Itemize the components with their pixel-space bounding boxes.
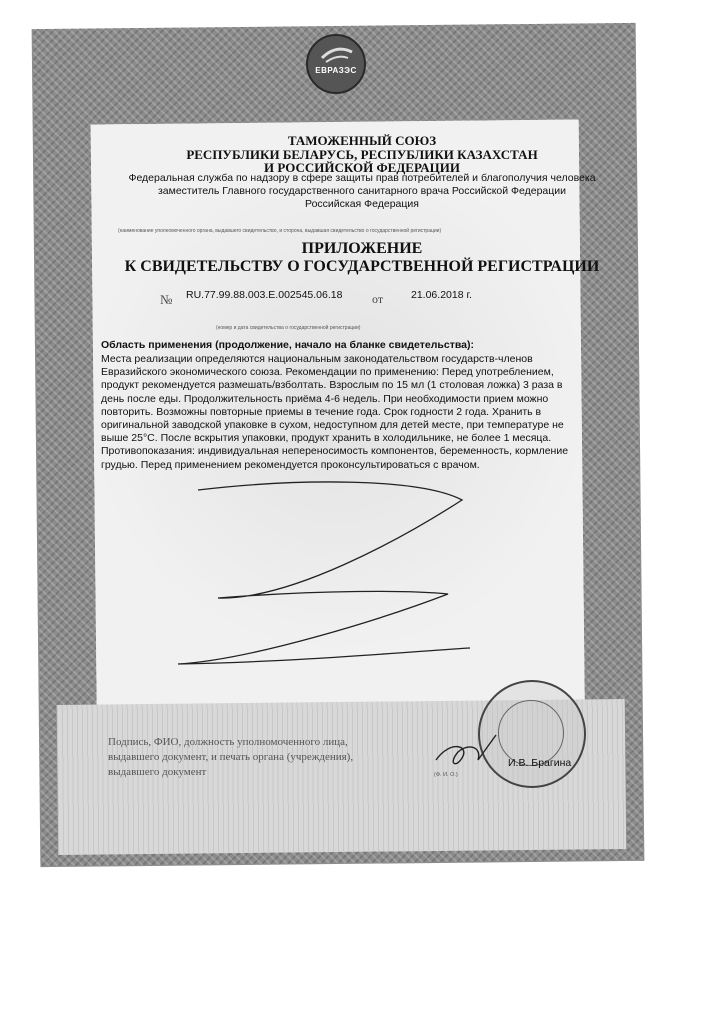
official-stamp [478, 680, 586, 788]
fio-caption: (Ф. И. О.) [434, 772, 458, 778]
signer-name: И.В. Брагина [508, 757, 572, 769]
header-line-1: ТАМОЖЕННЫЙ СОЮЗ [287, 133, 437, 148]
scope-body: Места реализации определяются национальным законодательством государств-членов Евразийского экономического союза. Рекомендации по применению: Перед употреблением, продукт рекомендуется размешать/взболтать. Взрослым по 15 мл (1 столовая ложка) 3 раза в день после еды. Продолжительность приёма 4-6 недель. При необходимости прием можно повторить. Возможны повторные приемы в течение года. Срок годности 2 года. Хранить в оригинальной заводской упаковке в сухом, недоступном для детей месте, при температуре не выше 25°С. После вскрытия упаковки, продукт хранить в холодильнике, не более 1 месяца. Противопоказания: индивидуальная непереносимость компонентов, беременность, кормление грудью. Перед применением рекомендуется проконсультироваться с врачом. [101, 353, 569, 471]
header-line-2: РЕСПУБЛИКИ БЕЛАРУСЬ, РЕСПУБЛИКИ КАЗАХСТАН [186, 147, 538, 162]
globe-icon [308, 36, 364, 92]
number-label: № [160, 292, 173, 307]
registration-date: 21.06.2018 г. [411, 289, 472, 301]
authority-line-3: Российская Федерация [305, 198, 419, 210]
header-line-3: И РОССИЙСКОЙ ФЕДЕРАЦИИ [264, 160, 460, 175]
date-label: от [372, 292, 384, 306]
logo-text: ЕВРАЗЭС [315, 66, 357, 75]
title-line-2: К СВИДЕТЕЛЬСТВУ О ГОСУДАРСТВЕННОЙ РЕГИСТРАЦИИ [124, 258, 600, 275]
scope-title: Область применения (продолжение, начало на бланке свидетельства): [101, 339, 474, 351]
euraec-logo [306, 34, 366, 94]
signature-caption: Подпись, ФИО, должность уполномоченного лица, выдавшего документ, и печать органа (учреждения), выдавшего документ [108, 736, 354, 778]
authority-line-1: Федеральная служба по надзору в сфере защиты прав потребителей и благополучия человека [128, 172, 596, 184]
registration-number: RU.77.99.88.003.Е.002545.06.18 [186, 289, 343, 301]
title-line-1: ПРИЛОЖЕНИЕ [301, 240, 423, 257]
caption-authority: (наименование уполномоченного органа, выдавшего свидетельство, и сторона, выдавшая свидетельство о государственной регистрации) [118, 228, 442, 234]
authority-line-2: заместитель Главного государственного санитарного врача Российской Федерации [157, 185, 567, 197]
caption-registration: (номер и дата свидетельства о государственной регистрации) [216, 325, 361, 331]
